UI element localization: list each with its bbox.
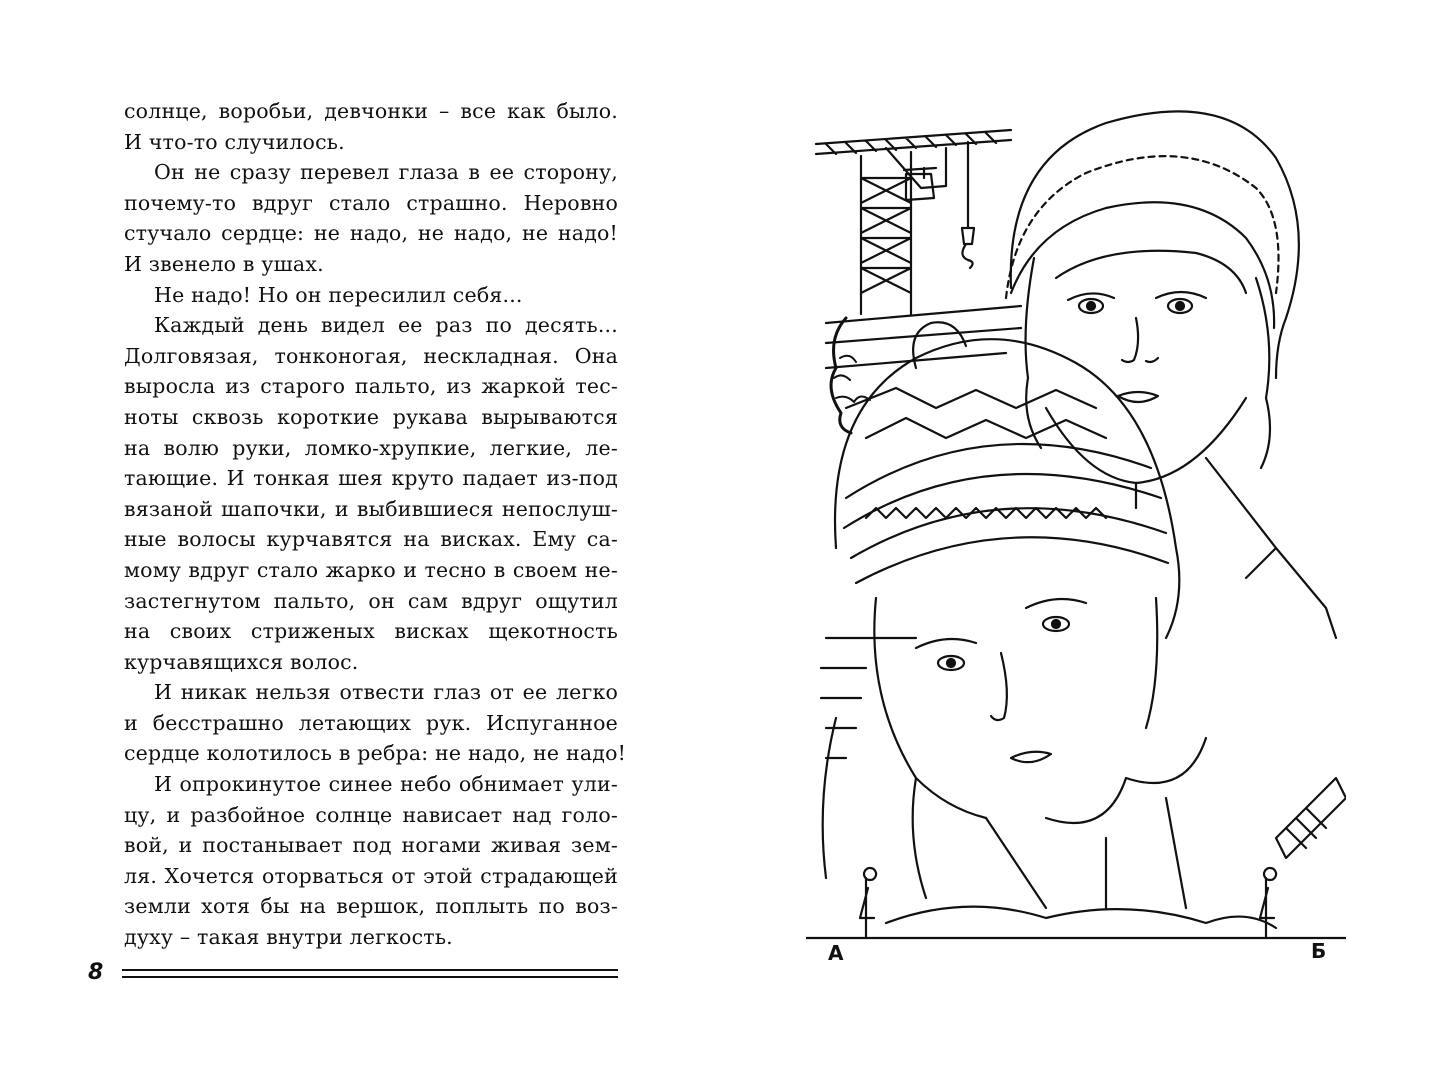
signature-left: А bbox=[828, 941, 844, 965]
distant-structure bbox=[1276, 778, 1346, 858]
text-line: Долговязая, тонконогая, нескладная. Она bbox=[124, 343, 618, 368]
text-line: сердце колотилось в ребра: не надо, не надо! bbox=[124, 741, 627, 766]
text-line: тающие. И тонкая шея круто падает из-под bbox=[124, 466, 618, 491]
footer-rule-top bbox=[122, 969, 618, 971]
text-line: курчавящихся волос. bbox=[124, 649, 359, 674]
text-line: И никак нельзя отвести глаз от ее легко bbox=[154, 680, 618, 705]
text-line: выросла из старого пальто, из жаркой тес- bbox=[124, 374, 618, 399]
text-line: духу – такая внутри легкость. bbox=[124, 925, 453, 950]
text-line: Каждый день видел ее раз по десять... bbox=[154, 313, 618, 338]
footer-rule-bottom bbox=[122, 976, 618, 978]
text-line: вязаной шапочки, и выбившиеся непослуш- bbox=[124, 496, 618, 521]
text-line: Он не сразу перевел глаза в ее сторону, bbox=[154, 160, 618, 185]
body-text bbox=[124, 96, 627, 953]
text-line: на своих стриженых висках щекотность bbox=[124, 619, 618, 644]
text-line: стучало сердце: не надо, не надо, не надо! bbox=[124, 221, 618, 246]
boy-figure bbox=[821, 322, 1206, 908]
text-line: вой, и постанывает под ногами живая зем- bbox=[124, 833, 618, 858]
girl-figure bbox=[1006, 111, 1336, 638]
crane-drawing bbox=[816, 130, 1011, 314]
text-line: солнце, воробьи, девчонки – все как было. bbox=[124, 99, 618, 123]
ink-drawing bbox=[806, 78, 1346, 968]
text-line: И звенело в ушах. bbox=[124, 251, 324, 276]
text-line: И что-то случилось. bbox=[124, 129, 345, 154]
text-column bbox=[124, 96, 627, 953]
text-line: И опрокинутое синее небо обнимает ули- bbox=[154, 772, 618, 797]
text-line: земли хотя бы на вершок, поплыть по воз- bbox=[124, 894, 618, 919]
text-line: на волю руки, ломко-хрупкие, легкие, ле- bbox=[124, 435, 618, 460]
text-line: цу, и разбойное солнце нависает над голо- bbox=[124, 802, 618, 827]
text-line: ноты сквозь короткие рукава вырываются bbox=[124, 404, 618, 429]
text-line: почему-то вдруг стало страшно. Неровно bbox=[124, 190, 618, 215]
text-line: и бесстрашно летающих рук. Испуганное bbox=[124, 710, 618, 735]
illustration bbox=[806, 78, 1346, 968]
small-figures bbox=[860, 868, 1276, 938]
text-line: ные волосы курчавятся на висках. Ему са- bbox=[124, 527, 618, 552]
background-lines bbox=[826, 306, 1021, 368]
text-line: застегнутом пальто, он сам вдруг ощутил bbox=[124, 588, 618, 613]
text-line: Не надо! Но он пересилил себя... bbox=[154, 282, 523, 307]
page-number: 8 bbox=[88, 960, 104, 985]
text-line: мому вдруг стало жарко и тесно в своем не- bbox=[124, 557, 618, 582]
signature-right: Б bbox=[1311, 939, 1327, 963]
text-line: ля. Хочется оторваться от этой страдающей bbox=[124, 863, 618, 888]
